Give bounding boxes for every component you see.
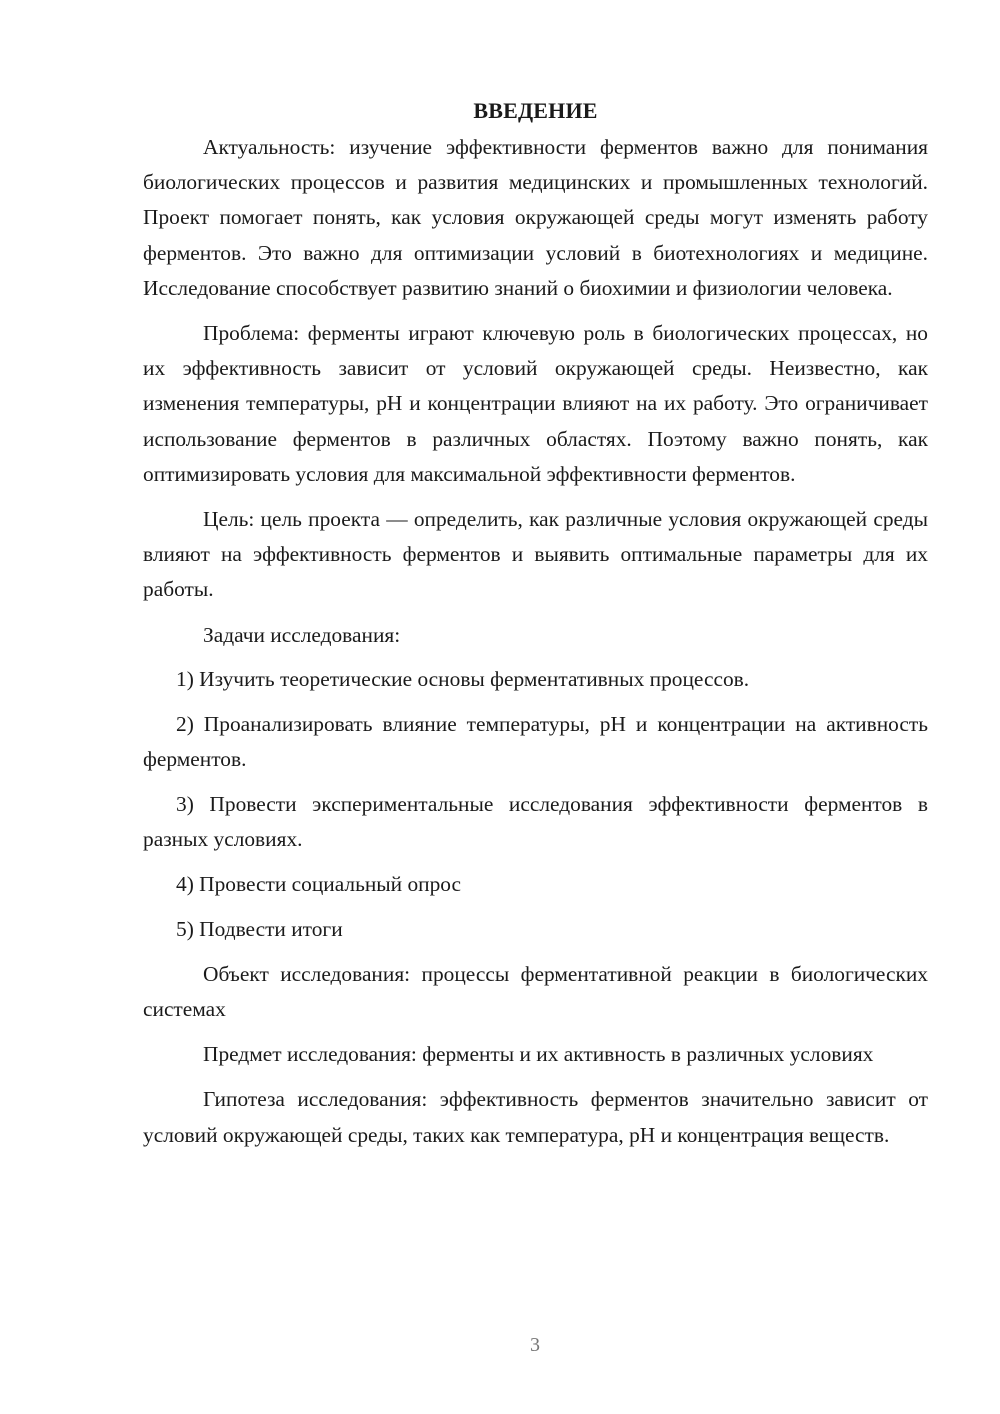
- task-item: 1) Изучить теоретические основы ферментативных процессов.: [176, 667, 750, 692]
- goal-paragraph: Цель: цель проекта — определить, как различные условия окружающей среды влияют на эффективность ферментов и выявить оптимальные параметры для их работы.: [143, 507, 928, 602]
- document-page: [143, 96, 928, 1153]
- task-item: 3) Провести экспериментальные исследования эффективности ферментов в разных условиях.: [143, 791, 928, 852]
- section-heading: ВВЕДЕНИЕ: [473, 98, 598, 123]
- task-item: 2) Проанализировать влияние температуры, pH и концентрации на активность ферментов.: [143, 712, 928, 772]
- task-item: 5) Подвести итоги: [176, 916, 343, 941]
- object-paragraph: Объект исследования: процессы ферментативной реакции в биологических системах: [143, 961, 928, 1021]
- task-item: 4) Провести социальный опрос: [176, 871, 462, 896]
- relevance-paragraph: Актуальность: изучение эффективности ферментов важно для понимания биологических процессов и развития медицинских и промышленных технологий. Проект помогает понять, как условия окружающей среды могут изменять работу ферментов. Это важно для оптимизации условий в биотехнологиях и медицине. Исследование способствует развитию знаний о биохимии и физиологии человека.: [143, 135, 928, 300]
- tasks-intro: Задачи исследования:: [203, 622, 401, 647]
- subject-paragraph: Предмет исследования: ферменты и их активность в различных условиях: [203, 1042, 874, 1067]
- problem-paragraph: Проблема: ферменты играют ключевую роль в биологических процессах, но их эффективность зависит от условий окружающей среды. Неизвестно, как изменения температуры, pH и концентрации влияют на их работу. Это ограничивает использование ферментов в различных областях. Поэтому важно понять, как оптимизировать условия для максимальной эффективности ферментов.: [143, 321, 928, 486]
- page-number: 3: [530, 1334, 540, 1356]
- hypothesis-paragraph: Гипотеза исследования: эффективность ферментов значительно зависит от условий окружающей среды, таких как температура, pH и концентрация веществ.: [143, 1087, 928, 1147]
